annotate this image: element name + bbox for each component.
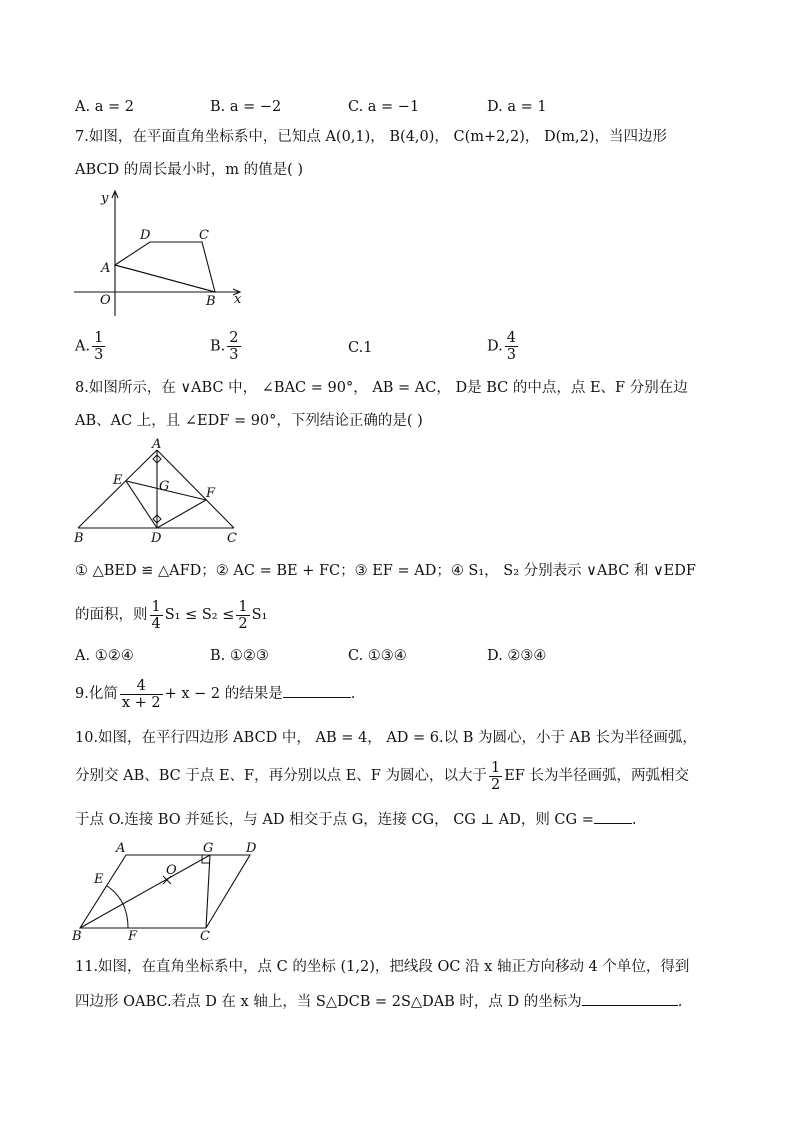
q7-figure <box>70 188 250 318</box>
q11-text-line2: 四边形 OABC.若点 D 在 x 轴上，当 S△DCB = 2S△DAB 时，点 D 的坐标为 . <box>75 991 682 1012</box>
q8-option-a: A. ①②④ <box>75 648 134 664</box>
q10-label-d: D <box>246 841 257 856</box>
q7-label-c: C <box>199 228 209 243</box>
q8-text-line1: 8.如图所示，在 ∨ABC 中， ∠BAC = 90°， AB = AC， D是 BC 的中点，点 E、F 分别在边 <box>75 380 688 396</box>
q10-label-g: G <box>203 841 214 856</box>
q10-text-line1: 10.如图，在平行四边形 ABCD 中， AB = 4， AD = 6.以 B 为圆心，小于 AB 长为半径画弧， <box>75 730 697 746</box>
q10-label-a: A <box>116 841 126 856</box>
q7-option-d: D. $\frac{4}{3}$ <box>487 330 516 363</box>
q8-option-b: B. ①②③ <box>210 648 269 664</box>
q10-label-f: F <box>128 929 138 944</box>
q7-text-line2: ABCD 的周长最小时，m 的值是( ) <box>75 162 304 178</box>
q7-option-a: A. $\frac{1}{3}$ <box>75 330 104 363</box>
q8-label-g: G <box>159 479 170 494</box>
q8-statements: ① △BED ≌ △AFD；② AC = BE + FC；③ EF = AD；④ S₁， S₂ 分别表示 ∨ABC 和 ∨EDF <box>75 563 696 579</box>
q8-label-d: D <box>151 531 162 546</box>
q10-text-line2: 分别交 AB、BC 于点 E、F，再分别以点 E、F 为圆心，以大于 $\frac{1}{2}$ EF 长为半径画弧，两弧相交 <box>75 759 689 793</box>
q10-text-line3: 于点 O.连接 BO 并延长，与 AD 相交于点 G，连接 CG， CG ⊥ AD，则 CG = . <box>75 809 636 830</box>
q8-figure <box>70 437 250 546</box>
q6-option-b: B. a = −2 <box>210 99 282 115</box>
q10-label-o: O <box>166 863 177 878</box>
q7-label-a: A <box>101 261 111 276</box>
q6-option-a: A. a = 2 <box>75 99 134 115</box>
q6-option-c: C. a = −1 <box>348 99 420 115</box>
q7-label-b: B <box>206 294 216 309</box>
q8-label-b: B <box>74 531 84 546</box>
q7-label-y: y <box>101 191 109 206</box>
q8-label-f: F <box>206 486 216 501</box>
q7-option-c: C.1 <box>348 340 373 356</box>
q10-label-b: B <box>72 929 82 944</box>
q6-option-d: D. a = 1 <box>487 99 547 115</box>
q8-option-d: D. ②③④ <box>487 648 547 664</box>
q10-figure <box>70 836 270 946</box>
q8-option-c: C. ①③④ <box>348 648 407 664</box>
q8-label-c: C <box>227 531 237 546</box>
q9-text: 9.化简 $\frac{4}{x + 2}$ + x − 2 的结果是 . <box>75 677 356 711</box>
q11-text-line1: 11.如图，在直角坐标系中，点 C 的坐标 (1,2)，把线段 OC 沿 x 轴正方向移动 4 个单位，得到 <box>75 959 690 975</box>
q7-option-b: B. $\frac{2}{3}$ <box>210 330 239 363</box>
q9-answer-blank <box>283 683 351 698</box>
q10-answer-blank <box>594 809 632 824</box>
q7-text-line1: 7.如图，在平面直角坐标系中，已知点 A(0,1)， B(4,0)， C(m+2,2)， D(m,2)，当四边形 <box>75 129 668 145</box>
q8-area-line: 的面积，则 $\frac{1}{4}$ S₁ ≤ S₂ ≤ $\frac{1}{2}$ S₁ <box>75 598 268 632</box>
q8-text-line2: AB、AC 上，且 ∠EDF = 90°，下列结论正确的是( ) <box>75 413 423 429</box>
q7-label-o: O <box>100 293 111 308</box>
q11-answer-blank <box>582 991 678 1006</box>
q10-label-e: E <box>94 872 104 887</box>
q7-label-x: x <box>234 292 242 307</box>
q8-label-e: E <box>113 473 123 488</box>
q7-label-d: D <box>140 228 151 243</box>
q10-label-c: C <box>200 929 210 944</box>
q8-label-a: A <box>152 437 162 452</box>
